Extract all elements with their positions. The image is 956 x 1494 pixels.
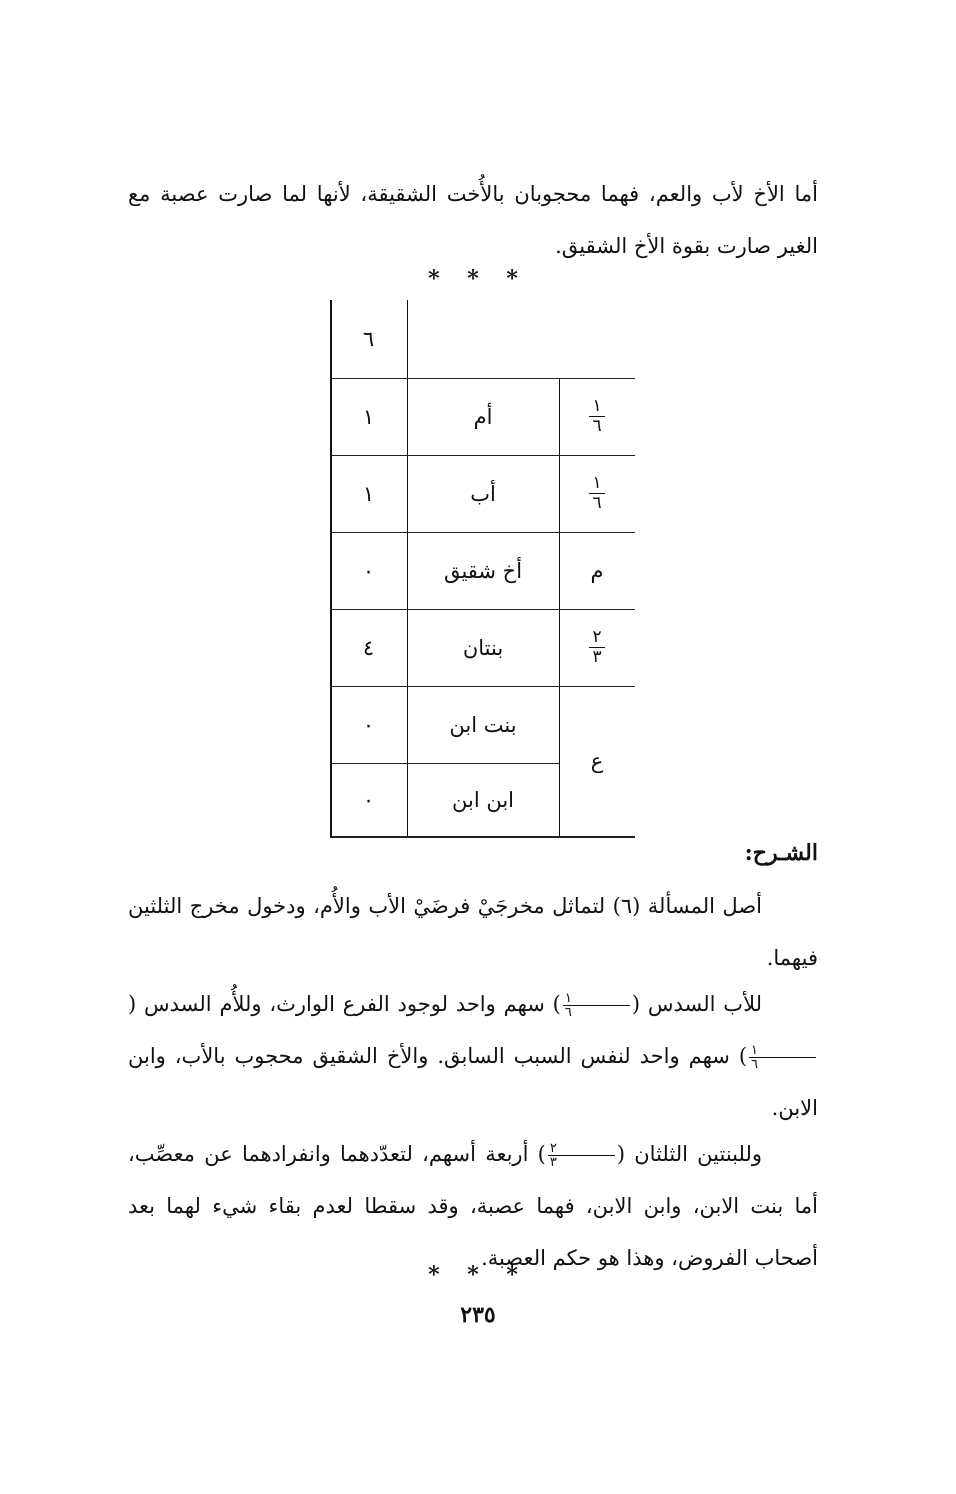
explanation-paragraph-1: أصل المسألة (٦) لتماثل مخرجَيْ فرضَيْ الأب والأُم، ودخول مخرج الثلثين فيهما. xyxy=(128,894,818,970)
portion-cell: ٠ xyxy=(362,787,375,812)
share-cell: م xyxy=(590,558,604,583)
share-cell-merged: ع xyxy=(590,749,604,773)
page-number: ٢٣٥ xyxy=(460,1302,496,1328)
portion-cell: ٠ xyxy=(362,712,375,737)
portion-cell: ٤ xyxy=(362,635,375,660)
inline-fraction: $\frac{٢}{٣}$ xyxy=(548,1142,615,1169)
heir-cell: بنتان xyxy=(462,635,504,660)
inline-fraction: $\frac{١}{٦}$ xyxy=(563,992,630,1019)
share-cell xyxy=(559,378,635,455)
share-fraction: $\frac{١}{٦}$ xyxy=(589,475,604,512)
intro-paragraph: أما الأخ لأب والعم، فهما محجوبان بالأُخت الشقيقة، لأنها لما صارت عصبة مع الغير صارت بقوة الأخ الشقيق. xyxy=(128,182,818,258)
heir-cell: بنت ابن xyxy=(449,712,517,737)
inheritance-table xyxy=(330,300,635,838)
separator-bottom: * * * xyxy=(428,1262,528,1288)
separator-top: * * * xyxy=(428,266,528,292)
share-cell xyxy=(559,455,635,532)
base-number: ٦ xyxy=(362,327,375,351)
heir-cell: أم xyxy=(473,404,493,429)
share-cell xyxy=(559,609,635,686)
heir-cell: أب xyxy=(470,481,496,506)
explanation-paragraph-2: للأب السدس ( $\frac{١}{٦}$ ) سهم واحد لوجود الفرع الوارث، وللأُم السدس ( $\frac{١}{٦}$ ) سهم واحد لنفس السبب السابق. والأخ الشقيق محجوب بالأب، وابن الابن. xyxy=(128,991,818,1120)
explanation-paragraph-3: وللبنتين الثلثان ( $\frac{٢}{٣}$ ) أربعة أسهم، لتعدّدهما وانفرادهما عن معصِّب، أما بنت الابن، وابن الابن، فهما عصبة، وقد سقطا لعدم بقاء شيء لهما بعد أصحاب الفروض، وهذا هو حكم العصبة. xyxy=(128,1141,818,1270)
portion-cell: ١ xyxy=(362,404,375,429)
share-fraction: $\frac{١}{٦}$ xyxy=(589,398,604,435)
inline-fraction: $\frac{١}{٦}$ xyxy=(749,1044,816,1071)
portion-cell: ١ xyxy=(362,481,375,506)
table-border-bottom xyxy=(330,836,635,838)
share-fraction: $\frac{٢}{٣}$ xyxy=(589,629,604,666)
heir-cell: أخ شقيق xyxy=(443,558,523,583)
portion-cell: ٠ xyxy=(362,558,375,583)
explanation-heading: الشـرح: xyxy=(744,840,818,866)
heir-cell: ابن ابن xyxy=(452,787,515,812)
